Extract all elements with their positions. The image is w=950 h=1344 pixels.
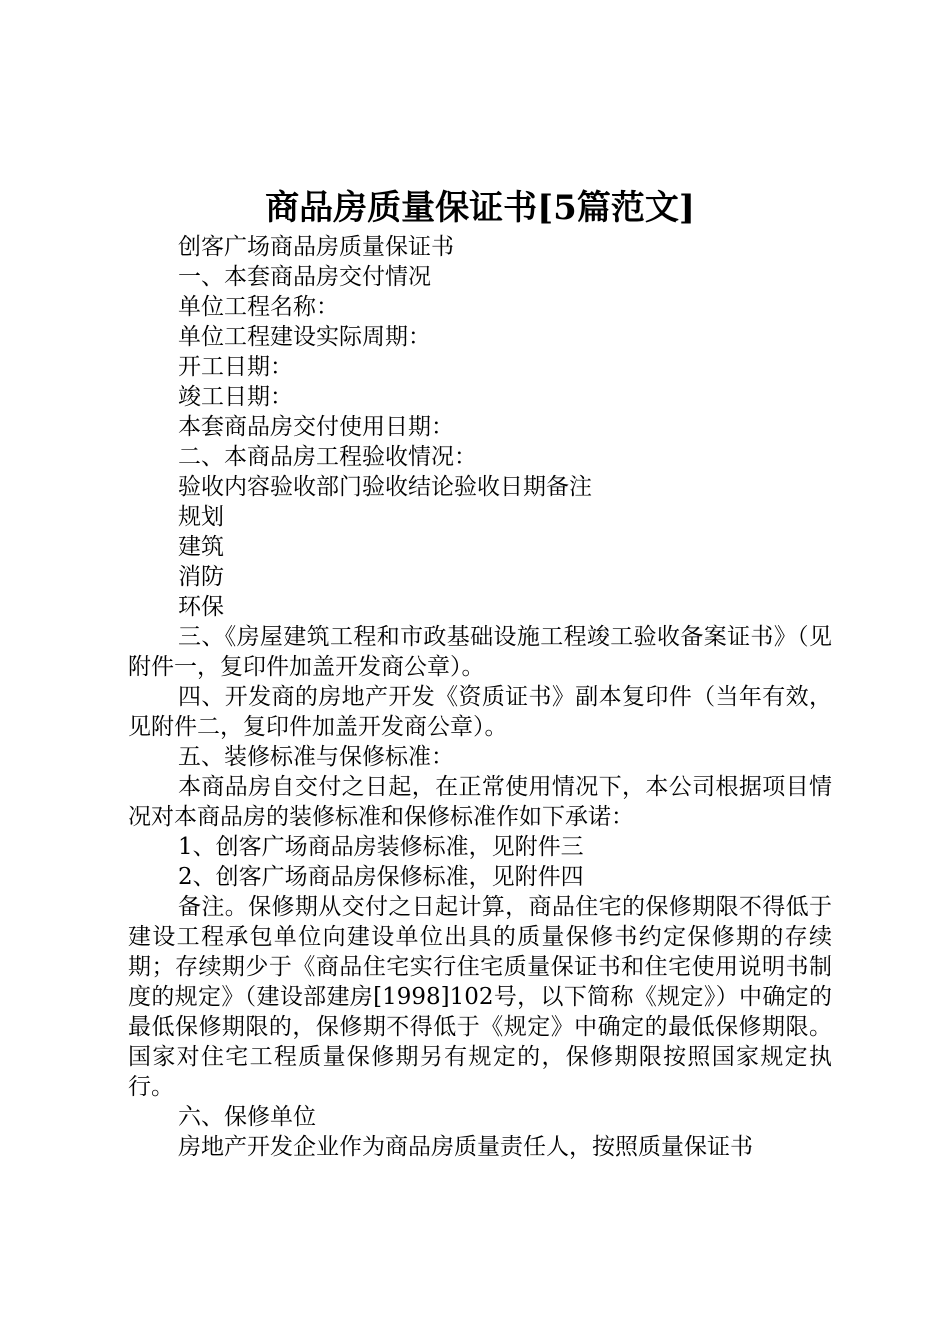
document-paragraph: 房地产开发企业作为商品房质量责任人，按照质量保证书 xyxy=(178,1134,753,1160)
document-line: 建筑 xyxy=(178,534,224,560)
document-paragraph: 2、创客广场商品房保修标准，见附件四 xyxy=(178,864,584,890)
document-line: 消防 xyxy=(178,564,224,590)
document-line: 验收内容验收部门验收结论验收日期备注 xyxy=(178,474,592,500)
document-paragraph: 五、装修标准与保修标准： xyxy=(178,744,454,770)
document-paragraph: 备注。保修期从交付之日起计算，商品住宅的保修期限不得低于建设工程承包单位向建设单位出具的质量保修书约定保修期的存续期；存续期少于《商品住宅实行住宅质量保证书和住宅使用说明书制度的规定》（建设部建房[1998]102号，以下简称《规定》）中确定的最低保修期限的，保修期不得低于《规定》中确定的最低保修期限。国家对住宅工程质量保修期另有规定的，保修期限按照国家规定执行。 xyxy=(128,894,832,1100)
document-page xyxy=(128,184,832,1162)
document-paragraph: 四、开发商的房地产开发《资质证书》副本复印件（当年有效，见附件二，复印件加盖开发商公章）。 xyxy=(128,684,832,740)
document-line: 开工日期： xyxy=(178,354,293,380)
document-paragraph: 1、创客广场商品房装修标准，见附件三 xyxy=(178,834,584,860)
document-line: 一、本套商品房交付情况 xyxy=(178,264,431,290)
document-line: 创客广场商品房质量保证书 xyxy=(178,234,454,260)
document-paragraph: 三、《房屋建筑工程和市政基础设施工程竣工验收备案证书》（见附件一，复印件加盖开发商公章）。 xyxy=(128,624,832,680)
document-line: 竣工日期： xyxy=(178,384,293,410)
document-paragraph: 本商品房自交付之日起，在正常使用情况下，本公司根据项目情况对本商品房的装修标准和保修标准作如下承诺： xyxy=(128,774,832,830)
document-line: 二、本商品房工程验收情况： xyxy=(178,444,477,470)
document-paragraph: 六、保修单位 xyxy=(178,1104,316,1130)
document-line: 规划 xyxy=(178,504,224,530)
document-line: 环保 xyxy=(178,594,224,620)
document-line: 本套商品房交付使用日期： xyxy=(178,414,454,440)
document-line: 单位工程建设实际周期： xyxy=(178,324,431,350)
document-line: 单位工程名称： xyxy=(178,294,339,320)
document-title: 商品房质量保证书[5篇范文] xyxy=(265,188,695,228)
